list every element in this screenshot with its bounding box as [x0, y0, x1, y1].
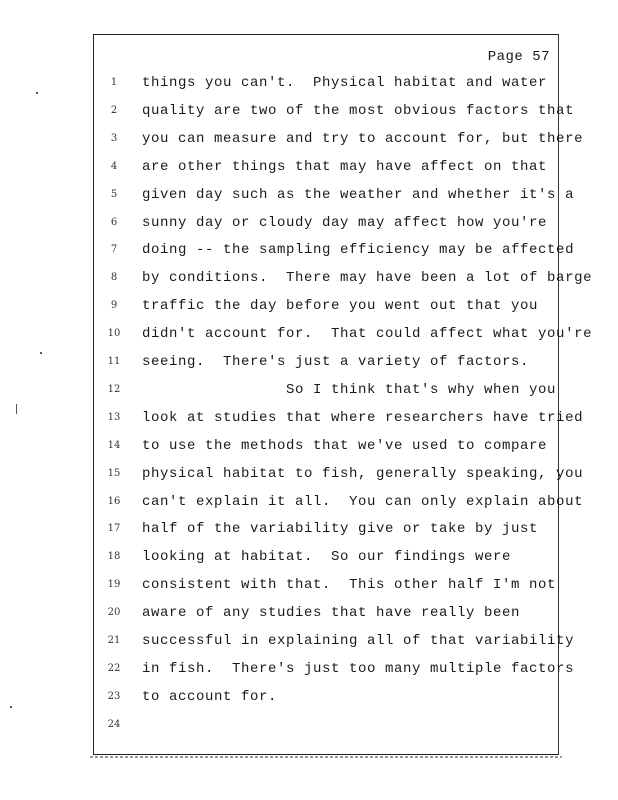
- scan-speck: [40, 352, 42, 354]
- transcript-line: are other things that may have affect on that: [142, 158, 548, 175]
- line-number: 14: [107, 439, 121, 451]
- transcript-line: look at studies that where researchers have tried: [142, 409, 584, 426]
- line-number: 2: [110, 104, 118, 116]
- line-number: 16: [107, 495, 121, 507]
- line-number: 1: [110, 77, 118, 88]
- line-number: 18: [107, 551, 121, 563]
- line-number: 15: [107, 467, 121, 479]
- transcript-line: doing -- the sampling efficiency may be affected: [142, 242, 575, 259]
- transcript-line: physical habitat to fish, generally speaking, you: [142, 465, 584, 482]
- line-number: 12: [107, 383, 121, 395]
- line-number: 4: [110, 160, 118, 172]
- transcript-line: consistent with that. This other half I'm not: [142, 577, 557, 594]
- transcript-line: to account for.: [142, 688, 278, 705]
- line-number: 23: [107, 690, 121, 702]
- line-number: 24: [107, 718, 121, 730]
- transcript-line: to use the methods that we've used to compare: [142, 437, 548, 454]
- transcript-line: you can measure and try to account for, but there: [142, 130, 584, 147]
- transcript-line: successful in explaining all of that variability: [142, 633, 575, 649]
- line-number: 10: [107, 328, 121, 340]
- line-number: 13: [107, 411, 121, 423]
- line-number: 20: [107, 607, 121, 619]
- transcript-line: in fish. There's just too many multiple factors: [142, 660, 575, 677]
- line-number: 11: [107, 356, 121, 367]
- scan-speck: [36, 92, 38, 94]
- transcript-line: sunny day or cloudy day may affect how you're: [142, 214, 548, 231]
- line-number: 21: [107, 635, 121, 646]
- transcript-line: seeing. There's just a variety of factors.: [142, 354, 530, 370]
- line-number: 7: [110, 244, 118, 256]
- transcript-line: can't explain it all. You can only explain about: [142, 493, 584, 510]
- line-number: 17: [107, 523, 121, 535]
- transcript-line: things you can't. Physical habitat and water: [142, 75, 548, 91]
- transcript-page: [93, 34, 593, 755]
- transcript-line: So I think that's why when you: [142, 381, 557, 398]
- line-number: 6: [110, 216, 118, 228]
- line-number: 8: [110, 272, 118, 284]
- transcript-line: quality are two of the most obvious factors that: [142, 102, 575, 119]
- transcript-line: by conditions. There may have been a lot of barge: [142, 270, 593, 287]
- transcript-line: aware of any studies that have really been: [142, 605, 521, 622]
- transcript-line: given day such as the weather and whether it's a: [142, 186, 575, 203]
- line-number: 19: [107, 579, 121, 591]
- scan-speck: [16, 404, 17, 414]
- transcript-line: half of the variability give or take by just: [142, 521, 539, 538]
- page-number: Page 57: [487, 49, 550, 65]
- transcript-line: didn't account for. That could affect what you're: [142, 326, 593, 343]
- transcript-line: looking at habitat. So our findings were: [142, 549, 512, 566]
- line-number: 9: [110, 300, 118, 312]
- transcript-line: traffic the day before you went out that you: [142, 298, 539, 315]
- line-number: 22: [107, 662, 121, 674]
- line-number: 5: [110, 188, 118, 200]
- line-number: 3: [110, 132, 118, 144]
- scan-speck: [10, 706, 12, 708]
